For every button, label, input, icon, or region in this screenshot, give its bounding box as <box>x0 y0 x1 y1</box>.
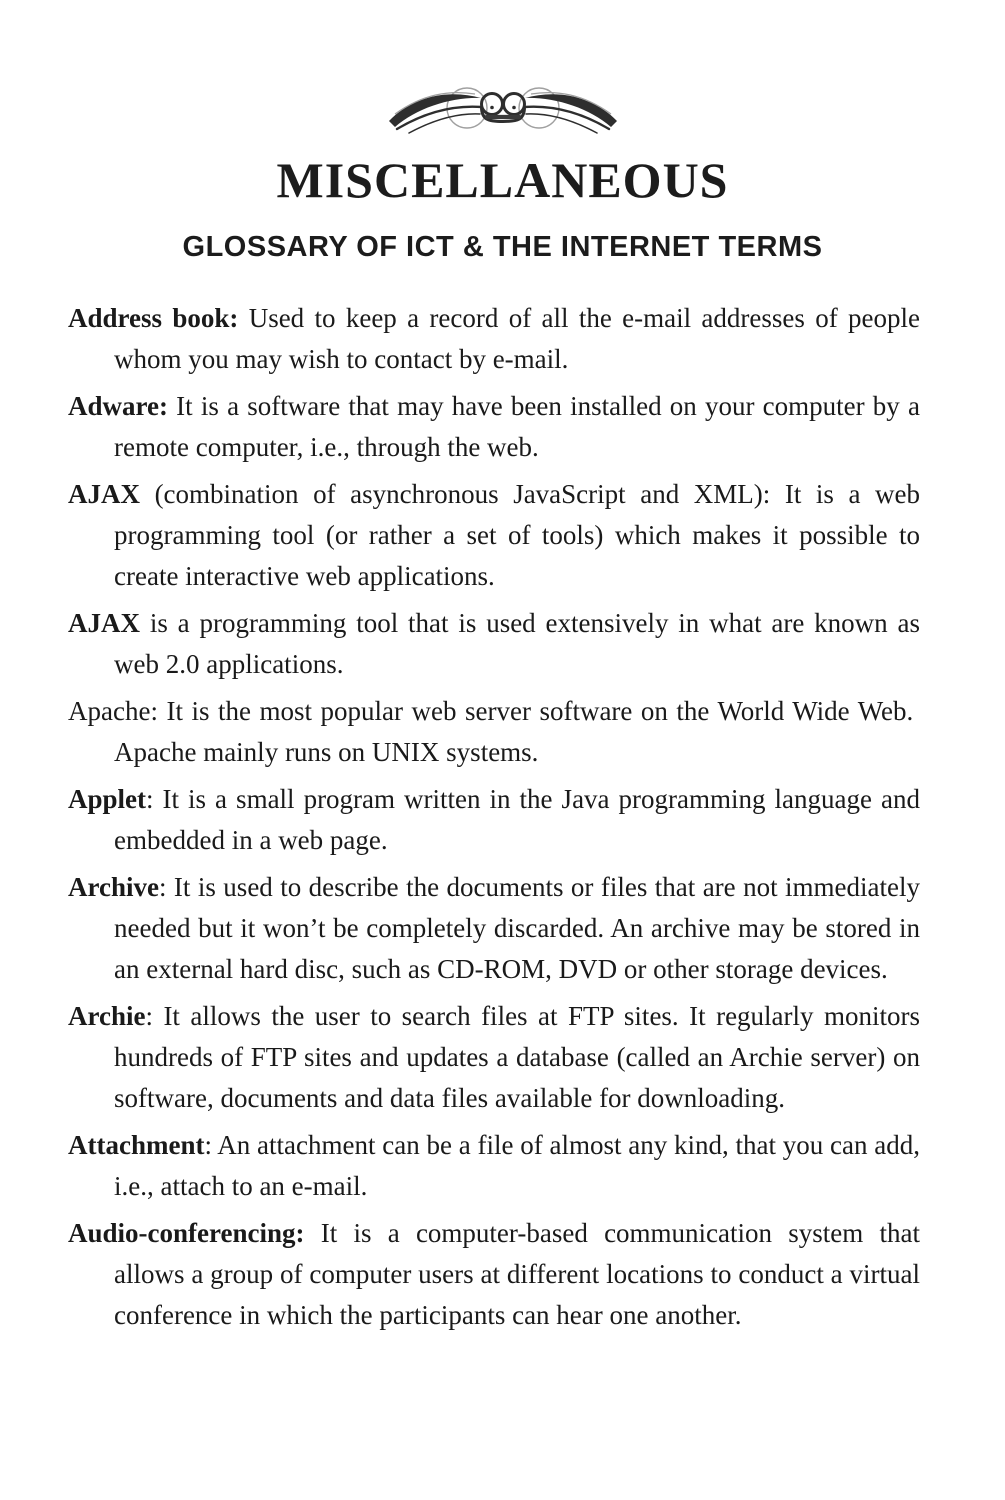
page-subtitle: GLOSSARY OF ICT & THE INTERNET TERMS <box>182 231 823 263</box>
term-definition: : An attachment can be a file of almost any kind, that you can add, i.e., attach to an e-mail. <box>114 1129 920 1201</box>
term-definition: Apache: It is the most popular web server software on the World Wide Web. Apache mainly runs on UNIX systems. <box>68 695 920 767</box>
glossary-entry-archive <box>68 867 920 990</box>
glossary-entry-audio-conferencing <box>68 1213 920 1336</box>
term-label: Applet <box>68 783 147 814</box>
term-definition: is a programming tool that is used extensively in what are known as web 2.0 applications. <box>114 607 920 679</box>
term-label: Archive <box>68 871 159 902</box>
term-label: Audio-conferencing: <box>68 1217 305 1248</box>
glossary-entry-archie <box>68 996 920 1119</box>
page-title: MISCELLANEOUS <box>276 152 729 208</box>
term-label: AJAX <box>68 607 140 638</box>
glossary-entry-attachment <box>68 1125 920 1207</box>
glossary-entry-ajax-1 <box>68 474 920 597</box>
term-label: Attachment <box>68 1129 205 1160</box>
glossary-entry-address-book <box>68 298 920 380</box>
glossary-entry-apache <box>68 691 920 773</box>
term-definition: : It allows the user to search files at FTP sites. It regularly monitors hundreds of FTP sites and updates a database (called an Archie server) on software, documents and data files available for downloading. <box>114 1000 920 1113</box>
term-label: Archie <box>68 1000 146 1031</box>
glossary-entry-adware <box>68 386 920 468</box>
glossary-entry-applet <box>68 779 920 861</box>
term-definition: It is a computer-based communication system that allows a group of computer users at different locations to conduct a virtual conference in which the participants can hear one another. <box>114 1217 920 1330</box>
term-label: Adware: <box>68 390 168 421</box>
flourish-ornament-icon <box>387 80 619 138</box>
term-definition: Used to keep a record of all the e-mail addresses of people whom you may wish to contact by e-mail. <box>114 302 920 374</box>
term-label: Address book: <box>68 302 239 333</box>
term-definition: (combination of asynchronous JavaScript and XML): It is a web programming tool (or rather a set of tools) which makes it possible to create interactive web applications. <box>114 478 920 591</box>
glossary-entry-ajax-2 <box>68 603 920 685</box>
term-definition: : It is a small program written in the Java programming language and embedded in a web page. <box>114 783 920 855</box>
term-definition: It is a software that may have been installed on your computer by a remote computer, i.e., through the web. <box>114 390 920 462</box>
glossary-list <box>68 298 920 1336</box>
term-label: AJAX <box>68 478 140 509</box>
term-definition: : It is used to describe the documents or files that are not immediately needed but it won’t be completely discarded. An archive may be stored in an external hard disc, such as CD-ROM, DVD or other storage devices. <box>114 871 920 984</box>
